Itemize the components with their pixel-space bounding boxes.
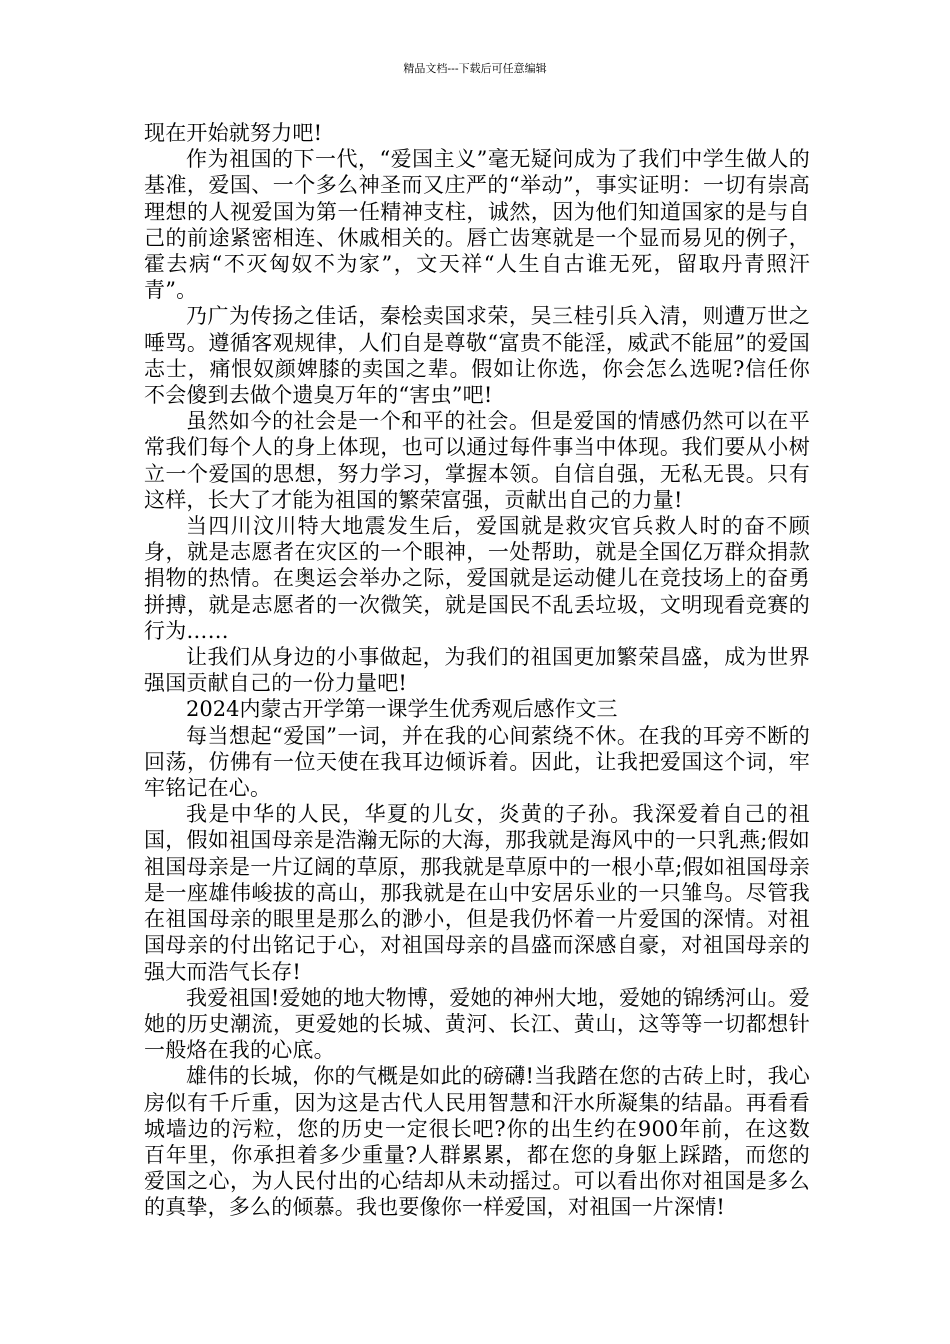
document-body [144,120,810,1221]
section-title: 2024内蒙古开学第一课学生优秀观后感作文三 [186,697,618,722]
paragraph: 乃广为传扬之佳话，秦桧卖国求荣，吴三桂引兵入清，则遭万世之唾骂。遵循客观规律，人们自是尊敬“富贵不能淫，威武不能屈”的爱国志士，痛恨奴颜婢膝的卖国之辈。假如让你选，你会怎么选呢?信任你不会傻到去做个遗臭万年的“害虫”吧! [144,304,810,408]
paragraph: 现在开始就努力吧! [144,121,323,145]
paragraph: 虽然如今的社会是一个和平的社会。但是爱国的情感仍然可以在平常我们每个人的身上体现，也可以通过每件事当中体现。我们要从小树立一个爱国的思想，努力学习，掌握本领。自信自强，无私无畏。只有这样，长大了才能为祖国的繁荣富强，贡献出自己的力量! [144,409,810,512]
paragraph: 让我们从身边的小事做起，为我们的祖国更加繁荣昌盛，成为世界强国贡献自己的一份力量吧! [144,645,810,696]
paragraph: 我爱祖国!爱她的地大物博，爱她的神州大地，爱她的锦绣河山。爱她的历史潮流，更爱她的长城、黄河、长江、黄山，这等等一切都想针一般烙在我的心底。 [144,985,810,1063]
paragraph: 每当想起“爱国”一词，并在我的心间萦绕不休。在我的耳旁不断的回荡，仿佛有一位天使在我耳边倾诉着。因此，让我把爱国这个词，牢牢铭记在心。 [144,723,810,801]
paragraph: 作为祖国的下一代，“爱国主义”毫无疑问成为了我们中学生做人的基准，爱国、一个多么神圣而又庄严的“举动”，事实证明：一切有崇高理想的人视爱国为第一任精神支柱，诚然，因为他们知道国家的是与自己的前途紧密相连、休戚相关的。唇亡齿寒就是一个显而易见的例子，霍去病“不灭匈奴不为家”，文天祥“人生自古谁无死，留取丹青照汗青”。 [144,147,810,303]
page-header: 精品文档---下载后可任意编辑 [403,62,547,75]
paragraph: 我是中华的人民，华夏的儿女，炎黄的子孙。我深爱着自己的祖国，假如祖国母亲是浩瀚无际的大海，那我就是海风中的一只乳燕;假如祖国母亲是一片辽阔的草原，那我就是草原中的一根小草;假如祖国母亲是一座雄伟峻拔的高山，那我就是在山中安居乐业的一只雏鸟。尽管我在祖国母亲的眼里是那么的渺小，但是我仍怀着一片爱国的深情。对祖国母亲的付出铭记于心，对祖国母亲的昌盛而深感自豪，对祖国母亲的强大而浩气长存! [144,802,810,984]
paragraph: 雄伟的长城，你的气概是如此的磅礴!当我踏在您的古砖上时，我心房似有千斤重，因为这是古代人民用智慧和汗水所凝集的结晶。再看看城墙边的污粒，您的历史一定很长吧?你的出生约在900年前，在这数百年里，你承担着多少重量?人群累累，都在您的身躯上踩踏，而您的爱国之心，为人民付出的心结却从未动摇过。可以看出你对祖国是多么的真挚，多么的倾慕。我也要像你一样爱国，对祖国一片深情! [144,1064,810,1220]
paragraph: 当四川汶川特大地震发生后，爱国就是救灾官兵救人时的奋不顾身，就是志愿者在灾区的一个眼神，一处帮助，就是全国亿万群众捐款捐物的热情。在奥运会举办之际，爱国就是运动健儿在竞技场上的奋勇拼搏，就是志愿者的一次微笑，就是国民不乱丢垃圾，文明现看竞赛的行为…… [144,514,810,643]
